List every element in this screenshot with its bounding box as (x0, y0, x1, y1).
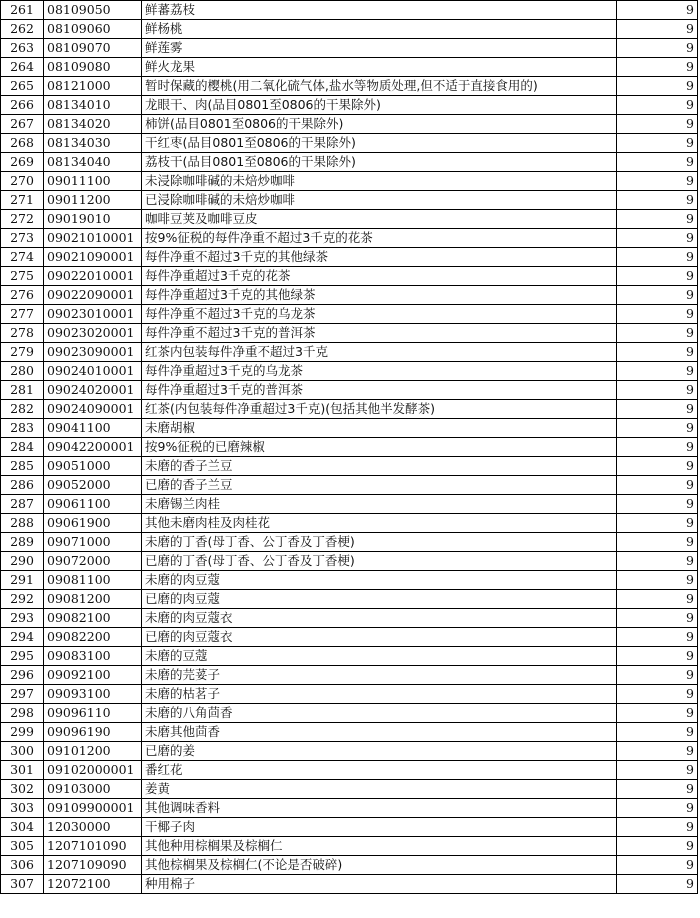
table-row (1, 723, 698, 742)
row-number-cell: 289 (1, 533, 44, 552)
table-row (1, 39, 698, 58)
row-number-cell: 266 (1, 96, 44, 115)
tariff-code-cell: 09081200 (44, 590, 142, 609)
tariff-code-cell: 09072000 (44, 552, 142, 571)
description-cell: 每件净重超过3千克的其他绿茶 (142, 286, 617, 305)
row-number-cell: 284 (1, 438, 44, 457)
tariff-code-cell: 09082200 (44, 628, 142, 647)
row-number-cell: 290 (1, 552, 44, 571)
tariff-code-cell: 08134040 (44, 153, 142, 172)
description-cell: 龙眼干、肉(品目0801至0806的干果除外) (142, 96, 617, 115)
description-cell: 暂时保藏的樱桃(用二氧化硫气体,盐水等物质处理,但不适于直接食用的) (142, 77, 617, 96)
row-number-cell: 305 (1, 837, 44, 856)
description-cell: 每件净重不超过3千克的乌龙茶 (142, 305, 617, 324)
row-number-cell: 283 (1, 419, 44, 438)
description-cell: 其他调味香料 (142, 799, 617, 818)
table-row (1, 685, 698, 704)
table-row (1, 647, 698, 666)
description-cell: 鲜莲雾 (142, 39, 617, 58)
tariff-code-cell: 09071000 (44, 533, 142, 552)
tariff-code-cell: 09109900001 (44, 799, 142, 818)
row-number-cell: 274 (1, 248, 44, 267)
table-row (1, 96, 698, 115)
row-number-cell: 291 (1, 571, 44, 590)
tax-rate-cell: 9 (617, 210, 698, 229)
table-row (1, 1, 698, 20)
row-number-cell: 276 (1, 286, 44, 305)
table-row (1, 666, 698, 685)
description-cell: 未磨其他茴香 (142, 723, 617, 742)
description-cell: 已磨的香子兰豆 (142, 476, 617, 495)
tax-rate-cell: 9 (617, 1, 698, 20)
row-number-cell: 264 (1, 58, 44, 77)
description-cell: 咖啡豆荚及咖啡豆皮 (142, 210, 617, 229)
tax-rate-cell: 9 (617, 875, 698, 894)
tariff-code-cell: 09023020001 (44, 324, 142, 343)
tax-rate-cell: 9 (617, 628, 698, 647)
description-cell: 未磨的肉豆蔻衣 (142, 609, 617, 628)
table-row (1, 210, 698, 229)
tariff-code-cell: 12072100 (44, 875, 142, 894)
table-row (1, 153, 698, 172)
row-number-cell: 275 (1, 267, 44, 286)
tariff-code-cell: 09061100 (44, 495, 142, 514)
tax-rate-cell: 9 (617, 685, 698, 704)
tax-rate-cell: 9 (617, 476, 698, 495)
table-row (1, 571, 698, 590)
row-number-cell: 300 (1, 742, 44, 761)
tariff-code-cell: 08109060 (44, 20, 142, 39)
tariff-code-cell: 09041100 (44, 419, 142, 438)
tax-rate-cell: 9 (617, 248, 698, 267)
tariff-code-cell: 09023010001 (44, 305, 142, 324)
tax-rate-cell: 9 (617, 58, 698, 77)
description-cell: 未磨的豆蔻 (142, 647, 617, 666)
tax-rate-cell: 9 (617, 856, 698, 875)
table-row (1, 818, 698, 837)
description-cell: 未磨的枯茗子 (142, 685, 617, 704)
table-row (1, 533, 698, 552)
row-number-cell: 303 (1, 799, 44, 818)
row-number-cell: 272 (1, 210, 44, 229)
row-number-cell: 282 (1, 400, 44, 419)
tax-rate-cell: 9 (617, 742, 698, 761)
description-cell: 干椰子肉 (142, 818, 617, 837)
table-row (1, 419, 698, 438)
table-row (1, 875, 698, 894)
description-cell: 干红枣(品目0801至0806的干果除外) (142, 134, 617, 153)
tariff-code-cell: 09092100 (44, 666, 142, 685)
tariff-table-body (1, 1, 698, 894)
row-number-cell: 273 (1, 229, 44, 248)
tax-rate-cell: 9 (617, 153, 698, 172)
table-row (1, 248, 698, 267)
tax-rate-cell: 9 (617, 419, 698, 438)
table-row (1, 628, 698, 647)
tariff-code-cell: 09102000001 (44, 761, 142, 780)
row-number-cell: 287 (1, 495, 44, 514)
tariff-code-cell: 08134010 (44, 96, 142, 115)
tariff-code-cell: 09096110 (44, 704, 142, 723)
tariff-code-cell: 08109080 (44, 58, 142, 77)
table-row (1, 343, 698, 362)
table-row (1, 362, 698, 381)
table-row (1, 305, 698, 324)
tariff-code-cell: 09011200 (44, 191, 142, 210)
tariff-code-cell: 09103000 (44, 780, 142, 799)
description-cell: 按9%征税的每件净重不超过3千克的花茶 (142, 229, 617, 248)
tax-rate-cell: 9 (617, 286, 698, 305)
description-cell: 未磨的香子兰豆 (142, 457, 617, 476)
tax-rate-cell: 9 (617, 533, 698, 552)
table-row (1, 742, 698, 761)
description-cell: 每件净重超过3千克的普洱茶 (142, 381, 617, 400)
description-cell: 已磨的肉豆蔻衣 (142, 628, 617, 647)
table-row (1, 438, 698, 457)
description-cell: 鲜火龙果 (142, 58, 617, 77)
tariff-code-cell: 09024020001 (44, 381, 142, 400)
description-cell: 已磨的丁香(母丁香、公丁香及丁香梗) (142, 552, 617, 571)
row-number-cell: 299 (1, 723, 44, 742)
tariff-code-cell: 09021010001 (44, 229, 142, 248)
tariff-code-cell: 08109050 (44, 1, 142, 20)
row-number-cell: 286 (1, 476, 44, 495)
row-number-cell: 261 (1, 1, 44, 20)
row-number-cell: 279 (1, 343, 44, 362)
description-cell: 已浸除咖啡碱的未焙炒咖啡 (142, 191, 617, 210)
description-cell: 姜黄 (142, 780, 617, 799)
row-number-cell: 280 (1, 362, 44, 381)
row-number-cell: 262 (1, 20, 44, 39)
description-cell: 鲜蕃荔枝 (142, 1, 617, 20)
tax-rate-cell: 9 (617, 666, 698, 685)
tariff-code-cell: 09024090001 (44, 400, 142, 419)
description-cell: 每件净重不超过3千克的其他绿茶 (142, 248, 617, 267)
table-row (1, 324, 698, 343)
tax-rate-cell: 9 (617, 438, 698, 457)
tariff-code-cell: 08134030 (44, 134, 142, 153)
row-number-cell: 292 (1, 590, 44, 609)
tax-rate-cell: 9 (617, 191, 698, 210)
tariff-code-cell: 09052000 (44, 476, 142, 495)
row-number-cell: 267 (1, 115, 44, 134)
tariff-code-cell: 09022010001 (44, 267, 142, 286)
row-number-cell: 304 (1, 818, 44, 837)
row-number-cell: 293 (1, 609, 44, 628)
description-cell: 未磨的芫荽子 (142, 666, 617, 685)
row-number-cell: 294 (1, 628, 44, 647)
tariff-code-cell: 09101200 (44, 742, 142, 761)
row-number-cell: 278 (1, 324, 44, 343)
row-number-cell: 296 (1, 666, 44, 685)
tariff-code-cell: 09082100 (44, 609, 142, 628)
tax-rate-cell: 9 (617, 400, 698, 419)
table-row (1, 20, 698, 39)
tax-rate-cell: 9 (617, 381, 698, 400)
tax-rate-cell: 9 (617, 514, 698, 533)
row-number-cell: 295 (1, 647, 44, 666)
tax-rate-cell: 9 (617, 552, 698, 571)
tariff-code-cell: 12030000 (44, 818, 142, 837)
description-cell: 其他种用棕榈果及棕榈仁 (142, 837, 617, 856)
table-row (1, 134, 698, 153)
description-cell: 每件净重超过3千克的乌龙茶 (142, 362, 617, 381)
tariff-code-cell: 09021090001 (44, 248, 142, 267)
tax-rate-cell: 9 (617, 115, 698, 134)
tax-rate-cell: 9 (617, 96, 698, 115)
table-row (1, 58, 698, 77)
tax-rate-cell: 9 (617, 495, 698, 514)
row-number-cell: 271 (1, 191, 44, 210)
tax-rate-cell: 9 (617, 761, 698, 780)
description-cell: 其他棕榈果及棕榈仁(不论是否破碎) (142, 856, 617, 875)
table-row (1, 609, 698, 628)
table-row (1, 476, 698, 495)
description-cell: 每件净重不超过3千克的普洱茶 (142, 324, 617, 343)
tax-rate-cell: 9 (617, 457, 698, 476)
tariff-code-cell: 09019010 (44, 210, 142, 229)
row-number-cell: 288 (1, 514, 44, 533)
tax-rate-cell: 9 (617, 39, 698, 58)
description-cell: 未磨的八角茴香 (142, 704, 617, 723)
table-row (1, 799, 698, 818)
table-row (1, 457, 698, 476)
table-row (1, 837, 698, 856)
tariff-code-cell: 09083100 (44, 647, 142, 666)
tariff-code-cell: 09023090001 (44, 343, 142, 362)
table-row (1, 552, 698, 571)
table-row (1, 381, 698, 400)
description-cell: 种用棉子 (142, 875, 617, 894)
description-cell: 鲜杨桃 (142, 20, 617, 39)
row-number-cell: 306 (1, 856, 44, 875)
row-number-cell: 269 (1, 153, 44, 172)
tax-rate-cell: 9 (617, 229, 698, 248)
row-number-cell: 301 (1, 761, 44, 780)
tariff-code-cell: 08134020 (44, 115, 142, 134)
row-number-cell: 281 (1, 381, 44, 400)
table-row (1, 267, 698, 286)
tax-rate-cell: 9 (617, 134, 698, 153)
description-cell: 每件净重超过3千克的花茶 (142, 267, 617, 286)
tariff-code-cell: 09022090001 (44, 286, 142, 305)
tax-rate-cell: 9 (617, 704, 698, 723)
tax-rate-cell: 9 (617, 818, 698, 837)
tax-rate-cell: 9 (617, 77, 698, 96)
tariff-code-cell: 09042200001 (44, 438, 142, 457)
tax-rate-cell: 9 (617, 267, 698, 286)
description-cell: 柿饼(品目0801至0806的干果除外) (142, 115, 617, 134)
tax-rate-cell: 9 (617, 723, 698, 742)
tariff-code-cell: 09061900 (44, 514, 142, 533)
tariff-code-cell: 09024010001 (44, 362, 142, 381)
tariff-code-cell: 09051000 (44, 457, 142, 476)
description-cell: 荔枝干(品目0801至0806的干果除外) (142, 153, 617, 172)
table-row (1, 191, 698, 210)
description-cell: 已磨的姜 (142, 742, 617, 761)
description-cell: 未浸除咖啡碱的未焙炒咖啡 (142, 172, 617, 191)
tax-rate-cell: 9 (617, 837, 698, 856)
table-row (1, 286, 698, 305)
row-number-cell: 263 (1, 39, 44, 58)
tax-rate-cell: 9 (617, 780, 698, 799)
description-cell: 红茶(内包装每件净重超过3千克)(包括其他半发酵茶) (142, 400, 617, 419)
description-cell: 已磨的肉豆蔻 (142, 590, 617, 609)
tariff-code-cell: 08109070 (44, 39, 142, 58)
tax-rate-cell: 9 (617, 324, 698, 343)
row-number-cell: 270 (1, 172, 44, 191)
row-number-cell: 285 (1, 457, 44, 476)
tax-rate-cell: 9 (617, 647, 698, 666)
tax-rate-cell: 9 (617, 571, 698, 590)
tax-rate-cell: 9 (617, 609, 698, 628)
row-number-cell: 298 (1, 704, 44, 723)
description-cell: 其他未磨肉桂及肉桂花 (142, 514, 617, 533)
table-row (1, 856, 698, 875)
table-row (1, 400, 698, 419)
tariff-code-cell: 09011100 (44, 172, 142, 191)
table-row (1, 115, 698, 134)
table-row (1, 590, 698, 609)
table-row (1, 780, 698, 799)
tariff-code-cell: 1207101090 (44, 837, 142, 856)
row-number-cell: 277 (1, 305, 44, 324)
tariff-code-cell: 09081100 (44, 571, 142, 590)
row-number-cell: 265 (1, 77, 44, 96)
tariff-code-cell: 09096190 (44, 723, 142, 742)
tax-rate-cell: 9 (617, 590, 698, 609)
tax-rate-cell: 9 (617, 362, 698, 381)
row-number-cell: 268 (1, 134, 44, 153)
description-cell: 未磨的丁香(母丁香、公丁香及丁香梗) (142, 533, 617, 552)
tax-rate-cell: 9 (617, 20, 698, 39)
table-row (1, 704, 698, 723)
row-number-cell: 307 (1, 875, 44, 894)
description-cell: 按9%征税的已磨辣椒 (142, 438, 617, 457)
description-cell: 番红花 (142, 761, 617, 780)
table-row (1, 761, 698, 780)
tax-rate-cell: 9 (617, 799, 698, 818)
description-cell: 未磨锡兰肉桂 (142, 495, 617, 514)
table-row (1, 495, 698, 514)
table-row (1, 77, 698, 96)
description-cell: 红茶内包装每件净重不超过3千克 (142, 343, 617, 362)
table-row (1, 172, 698, 191)
tax-rate-cell: 9 (617, 343, 698, 362)
row-number-cell: 297 (1, 685, 44, 704)
table-row (1, 514, 698, 533)
tariff-code-cell: 09093100 (44, 685, 142, 704)
tax-rate-cell: 9 (617, 172, 698, 191)
description-cell: 未磨胡椒 (142, 419, 617, 438)
row-number-cell: 302 (1, 780, 44, 799)
tariff-code-cell: 08121000 (44, 77, 142, 96)
tariff-code-cell: 1207109090 (44, 856, 142, 875)
table-row (1, 229, 698, 248)
description-cell: 未磨的肉豆蔻 (142, 571, 617, 590)
tax-rate-cell: 9 (617, 305, 698, 324)
